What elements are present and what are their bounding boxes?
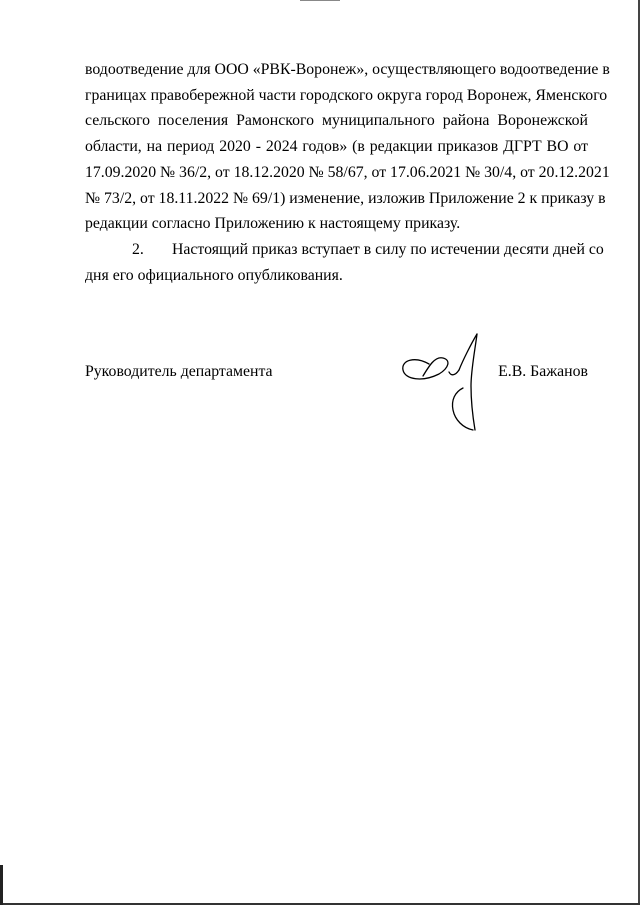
scan-edge-corner — [0, 865, 3, 905]
text-line: дня его официального опубликования. — [85, 266, 343, 284]
text-line: водоотведение для ООО «РВК-Воронеж», осуществляющего водоотведение в — [85, 61, 610, 78]
signature-block — [85, 359, 588, 389]
signature-loop — [403, 358, 448, 379]
text-line: области, на период 2020 - 2024 годов» (в редакции приказов ДГРТ ВО от — [85, 138, 588, 156]
paragraph-1 — [85, 57, 610, 237]
paragraph-2 — [85, 237, 604, 288]
paragraph-number: 2. — [132, 240, 144, 258]
scan-mark — [300, 0, 340, 3]
document-body — [85, 57, 610, 288]
text-line: 17.09.2020 № 36/2, от 18.12.2020 № 58/67, от 17.06.2021 № 30/4, от 20.12.2021 — [85, 163, 610, 181]
text-line: границах правобережной части городского округа город Воронеж, Яменского — [85, 86, 608, 104]
signature-hook — [449, 370, 459, 375]
signer-role: Руководитель департамента — [85, 363, 273, 380]
signature-tail — [452, 388, 473, 430]
signature-downstroke — [471, 334, 477, 430]
text-line — [85, 237, 604, 263]
text-line: № 73/2, от 18.11.2022 № 69/1) изменение, изложив Приложение 2 к приказу в — [85, 189, 606, 207]
handwritten-signature — [393, 330, 503, 440]
paragraph-2-text: Настоящий приказ вступает в силу по истечении десяти дней со — [172, 240, 604, 258]
signer-name: Е.В. Бажанов — [498, 363, 588, 380]
text-line: сельского поселения Рамонского муниципального района Воронежской — [85, 112, 588, 130]
text-line: редакции согласно Приложению к настоящему приказу. — [85, 215, 461, 233]
